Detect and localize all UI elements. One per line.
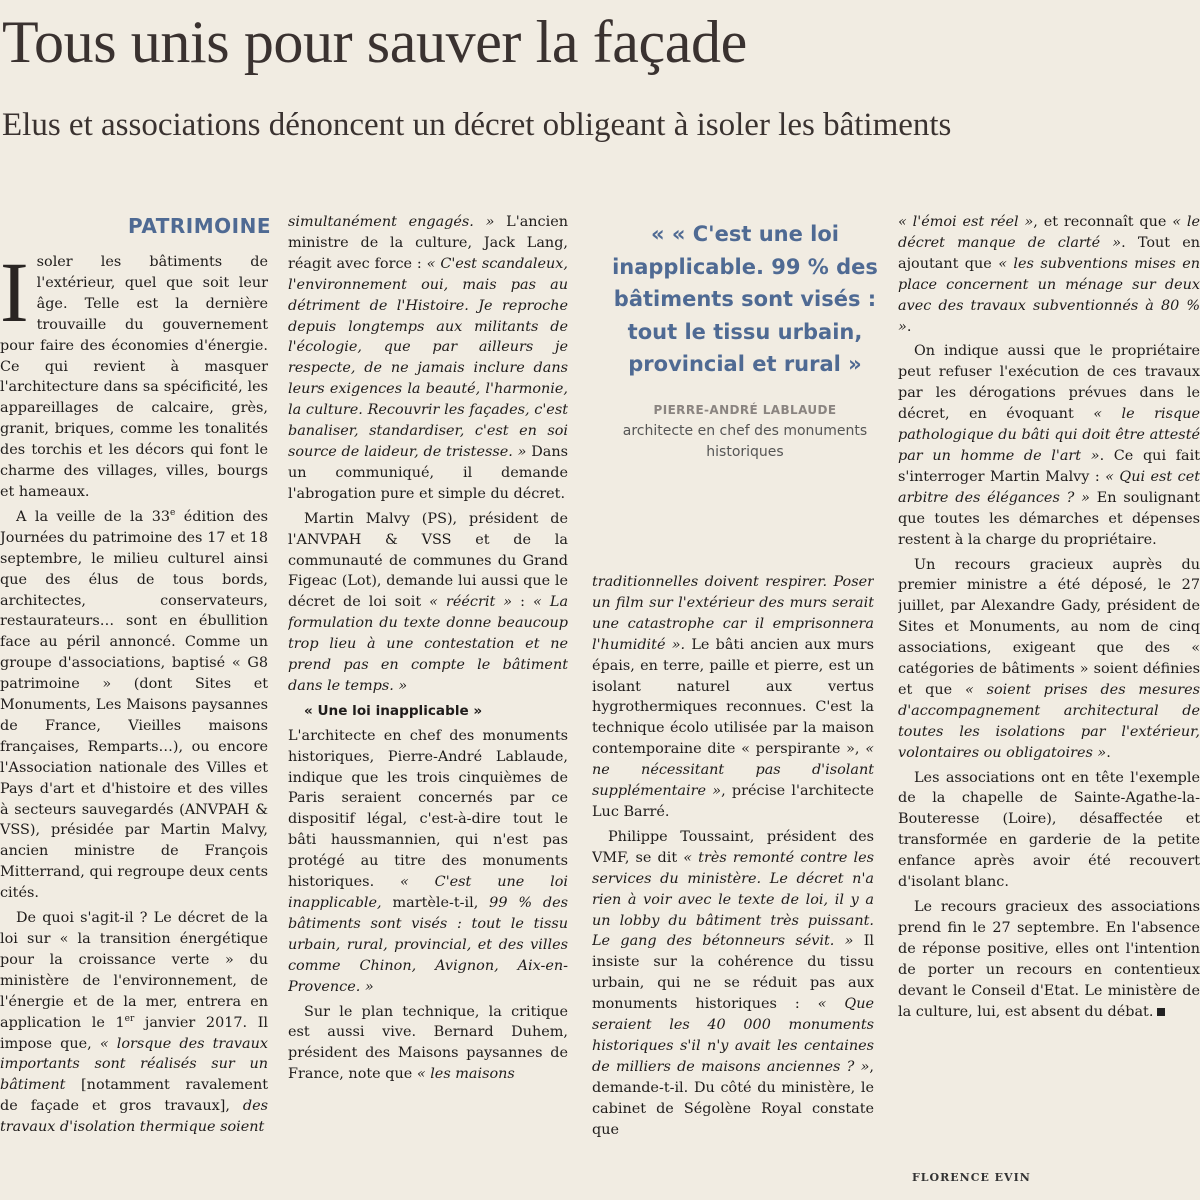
article-subheadline: Elus et associations dénoncent un décret obligeant à isoler les bâtiments [2, 107, 952, 143]
drop-cap: I [0, 252, 29, 340]
article-column-3 [592, 572, 874, 1200]
paragraph: traditionnelles doivent respirer. Poser un film sur l'extérieur des murs serait une catastrophe car il emprisonnera l'humidité ». Le bâti ancien aux murs épais, en terre, paille et pierre, est un isolant naturel aux vertus hygrothermiques reconnues. C'est la technique écolo utilisée par la maison contemporaine dite « perspirante », « ne nécessitant pas d'isolant supplémentaire », précise l'architecte Luc Barré. [592, 574, 874, 820]
paragraph: « l'émoi est réel », et reconnaît que « le décret manque de clarté ». Tout en ajoutant que « les subventions mises en place concernent un ménage sur deux avec des travaux subventionnés à 80 % ». [898, 214, 1200, 335]
paragraph: L'architecte en chef des monuments historiques, Pierre-André Lablaude, indique que les trois cinquièmes de Paris seraient concernés par ce dispositif légal, c'est-à-dire tout le bâti haussmannien, qui n'est pas protégé au titre des monuments historiques. « C'est une loi inapplicable, martèle-t-il, 99 % des bâtiments sont visés : tout le tissu urbain, rural, provincial, et des villes comme Chinon, Avignon, Aix-en-Provence. » [288, 727, 568, 995]
pull-quote-text: « « C'est une loi inapplicable. 99 % des bâtiments sont visés : tout le tissu urbain, provincial et rural » [612, 222, 878, 376]
paragraph: Martin Malvy (PS), président de l'ANVPAH & VSS et de la communauté de communes du Grand Figeac (Lot), demande lui aussi que le décret de loi soit « réécrit » : « La formulation du texte donne beaucoup trop lieu à une contestation et ne prend pas en compte le bâtiment dans le temps. » [288, 510, 568, 694]
article-headline: Tous unis pour sauver la façade [2, 9, 747, 75]
paragraph: Un recours gracieux auprès du premier ministre a été déposé, le 27 juillet, par Alexandre Gady, président de Sites et Monuments, au nom de cinq associations, exigeant que des « catégories de bâtiments » soient définies et que « soient prises des mesures d'accompagnement architectural de toutes les isolations par l'extérieur, volontaires ou obligatoires ». [898, 556, 1200, 761]
pull-quote-role: architecte en chef des monuments historiques [622, 422, 868, 460]
paragraph: Philippe Toussaint, président des VMF, se dit « très remonté contre les services du ministère. Le décret n'a rien à voir avec le texte de loi, il y a un lobby du bâtiment très puissant. Le gang des bétonneurs sévit. » Il insiste sur la cohérence du tissu urbain, qui ne se réduit pas aux monuments historiques : « Que seraient les 40 000 monuments historiques s'il n'y avait les centaines de milliers de maisons anciennes ? », demande-t-il. Du côté du ministère, le cabinet de Ségolène Royal constate que [592, 828, 874, 1138]
paragraph: De quoi s'agit-il ? Le décret de la loi sur « la transition énergétique pour la croissance verte » du ministère de l'environnement, de l'énergie et de la mer, entrera en application le 1er janvier 2017. Il impose que, « lorsque des travaux importants sont réalisés sur un bâtiment [notamment ravalement de façade et gros travaux], des travaux d'isolation thermique soient [0, 910, 268, 1136]
pull-quote-author: PIERRE-ANDRÉ LABLAUDE [653, 402, 837, 417]
article-column-2 [288, 212, 568, 1200]
paragraph: Isoler les bâtiments de l'extérieur, quel que soit leur âge. Telle est la dernière trouvaille du gouvernement pour faire des économies d'énergie. Ce qui revient à masquer l'architecture dans sa spécificité, les appareillages de calcaire, grès, granit, briques, comme les tonalités des torchis et les décors qui font le charme des villages, villes, bourgs et hameaux. [0, 252, 268, 500]
paragraph: Les associations ont en tête l'exemple de la chapelle de Sainte-Agathe-la-Bouteresse (Loire), désaffectée et transformée en garderie de la petite enfance après avoir été recouvert d'isolant blanc. [898, 769, 1200, 891]
section-subtitle: « Une loi inapplicable » [304, 702, 483, 719]
paragraph: Le recours gracieux des associations prend fin le 27 septembre. En l'absence de réponse positive, elles ont l'intention de porter un recours en contentieux devant le Conseil d'Etat. Le ministère de la culture, lui, est absent du débat. [898, 899, 1200, 1020]
end-of-article-mark [1157, 1008, 1165, 1016]
paragraph: Sur le plan technique, la critique est aussi vive. Bernard Duhem, président des Maisons paysannes de France, note que « les maisons [288, 1003, 568, 1083]
article-column-1 [0, 252, 268, 1200]
paragraph: A la veille de la 33e édition des Journées du patrimoine des 17 et 18 septembre, le milieu culturel ainsi que des élus de tous bords, architectes, conservateurs, restaurateurs… sont en ébullition face au péril annoncé. Comme un groupe d'associations, baptisé « G8 patrimoine » (dont Sites et Monuments, Les Maisons paysannes de France, Vieilles maisons françaises, Remparts…), ou encore l'Association nationale des Villes et Pays d'art et d'histoire et des villes à secteurs sauvegardés (ANVPAH & VSS), présidée par Martin Malvy, ancien ministre de François Mitterrand, qui regroupe deux cents cités. [0, 508, 268, 902]
paragraph: simultanément engagés. » L'ancien ministre de la culture, Jack Lang, réagit avec force : « C'est scandaleux, l'environnement oui, mais pas au détriment de l'Histoire. Je reproche depuis longtemps aux militants de l'écologie, que par ailleurs je respecte, de ne jamais inclure dans leurs exigences la beauté, l'harmonie, la culture. Recouvrir les façades, c'est banaliser, standardiser, c'est en soi source de laideur, de tristesse. » Dans un communiqué, il demande l'abrogation pure et simple du décret. [288, 214, 568, 502]
paragraph: On indique aussi que le propriétaire peut refuser l'exécution de ces travaux par les dérogations prévues dans le décret, en évoquant « le risque pathologique du bâti qui doit être attesté par un homme de l'art ». Ce qui fait s'interroger Martin Malvy : « Qui est cet arbitre des élégances ? » En soulignant que toutes les démarches et dépenses restent à la charge du propriétaire. [898, 343, 1200, 548]
pull-quote [604, 218, 886, 534]
byline: FLORENCE EVIN [912, 1171, 1031, 1184]
article-column-4 [898, 212, 1200, 1200]
section-rubric: PATRIMOINE [128, 214, 271, 238]
